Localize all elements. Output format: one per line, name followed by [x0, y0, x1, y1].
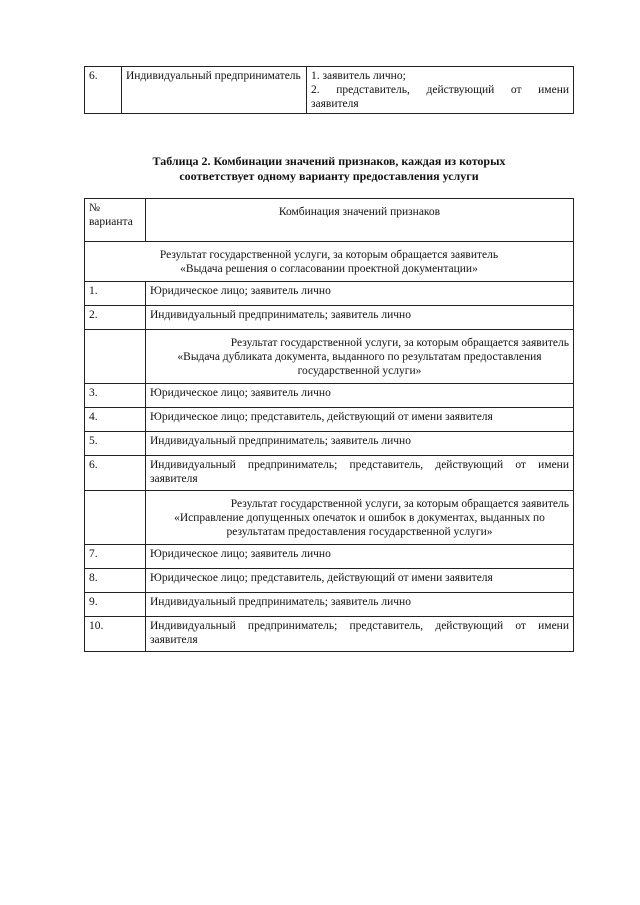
- section-line: результатам предоставления государственной услуги»: [226, 526, 493, 538]
- section-line: «Исправление допущенных опечаток и ошибок в документах, выданных по: [174, 512, 545, 524]
- section-row: [85, 491, 574, 545]
- table-row: [85, 617, 574, 652]
- option-line: 2. представитель, действующий от имени: [311, 84, 569, 96]
- variant-combination: [146, 617, 574, 652]
- variant-number: 3.: [85, 384, 146, 408]
- table-caption: [84, 154, 574, 184]
- table-header-row: [85, 199, 574, 242]
- variant-number: 8.: [85, 569, 146, 593]
- applicant-options: [307, 67, 574, 114]
- section-row: [85, 242, 574, 282]
- variant-number: 6.: [85, 456, 146, 491]
- header-combination: Комбинация значений признаков: [146, 199, 574, 242]
- section-line: Результат государственной услуги, за которым обращается заявитель: [159, 249, 499, 261]
- combination-line: заявителя: [150, 634, 198, 646]
- section-heading: [85, 242, 574, 282]
- previous-table-fragment: [84, 66, 574, 114]
- variant-combination: Индивидуальный предприниматель; заявитель лично: [146, 593, 574, 617]
- header-number: № варианта: [85, 199, 146, 242]
- table-row: [85, 545, 574, 569]
- empty-cell: [85, 330, 146, 384]
- variant-number: 1.: [85, 282, 146, 306]
- section-line: Результат государственной услуги, за которым обращается заявитель: [230, 337, 569, 349]
- variant-number: 9.: [85, 593, 146, 617]
- table-row: [85, 384, 574, 408]
- variant-combination: Юридическое лицо; заявитель лично: [146, 545, 574, 569]
- variant-combination: Индивидуальный предприниматель; заявитель лично: [146, 306, 574, 330]
- variant-number: 5.: [85, 432, 146, 456]
- variant-combination: Юридическое лицо; заявитель лично: [146, 384, 574, 408]
- section-heading: [146, 330, 574, 384]
- combination-line: Индивидуальный предприниматель; представитель, действующий от имени: [150, 620, 569, 632]
- section-row: [85, 330, 574, 384]
- variant-number: 7.: [85, 545, 146, 569]
- combination-line: Индивидуальный предприниматель; представитель, действующий от имени: [150, 459, 569, 471]
- empty-cell: [85, 491, 146, 545]
- variant-combination: Юридическое лицо; представитель, действующий от имени заявителя: [146, 408, 574, 432]
- table-row: [85, 569, 574, 593]
- option-line: 1. заявитель лично;: [311, 70, 406, 82]
- variant-combination: Юридическое лицо; представитель, действующий от имени заявителя: [146, 569, 574, 593]
- row-number: 6.: [85, 67, 122, 114]
- section-line: «Выдача дубликата документа, выданного по результатам предоставления: [177, 351, 542, 363]
- section-line: государственной услуги»: [297, 365, 422, 377]
- caption-line: Таблица 2. Комбинации значений признаков, каждая из которых: [152, 154, 506, 168]
- table-row: [85, 306, 574, 330]
- variant-number: 2.: [85, 306, 146, 330]
- variant-number: 4.: [85, 408, 146, 432]
- variant-combination: Индивидуальный предприниматель; заявитель лично: [146, 432, 574, 456]
- section-line: Результат государственной услуги, за которым обращается заявитель: [230, 498, 569, 510]
- table-row: [85, 282, 574, 306]
- variant-combination: Юридическое лицо; заявитель лично: [146, 282, 574, 306]
- table-row: [85, 67, 574, 114]
- applicant-category: Индивидуальный предприниматель: [122, 67, 307, 114]
- table-row: [85, 593, 574, 617]
- table-row: [85, 456, 574, 491]
- option-line: заявителя: [311, 98, 359, 110]
- table-row: [85, 408, 574, 432]
- variant-combination: [146, 456, 574, 491]
- variants-table: [84, 198, 574, 652]
- variant-number: 10.: [85, 617, 146, 652]
- combination-line: заявителя: [150, 473, 198, 485]
- caption-line: соответствует одному варианту предоставления услуги: [179, 169, 479, 183]
- table-row: [85, 432, 574, 456]
- section-heading: [146, 491, 574, 545]
- section-line: «Выдача решения о согласовании проектной документации»: [180, 263, 478, 275]
